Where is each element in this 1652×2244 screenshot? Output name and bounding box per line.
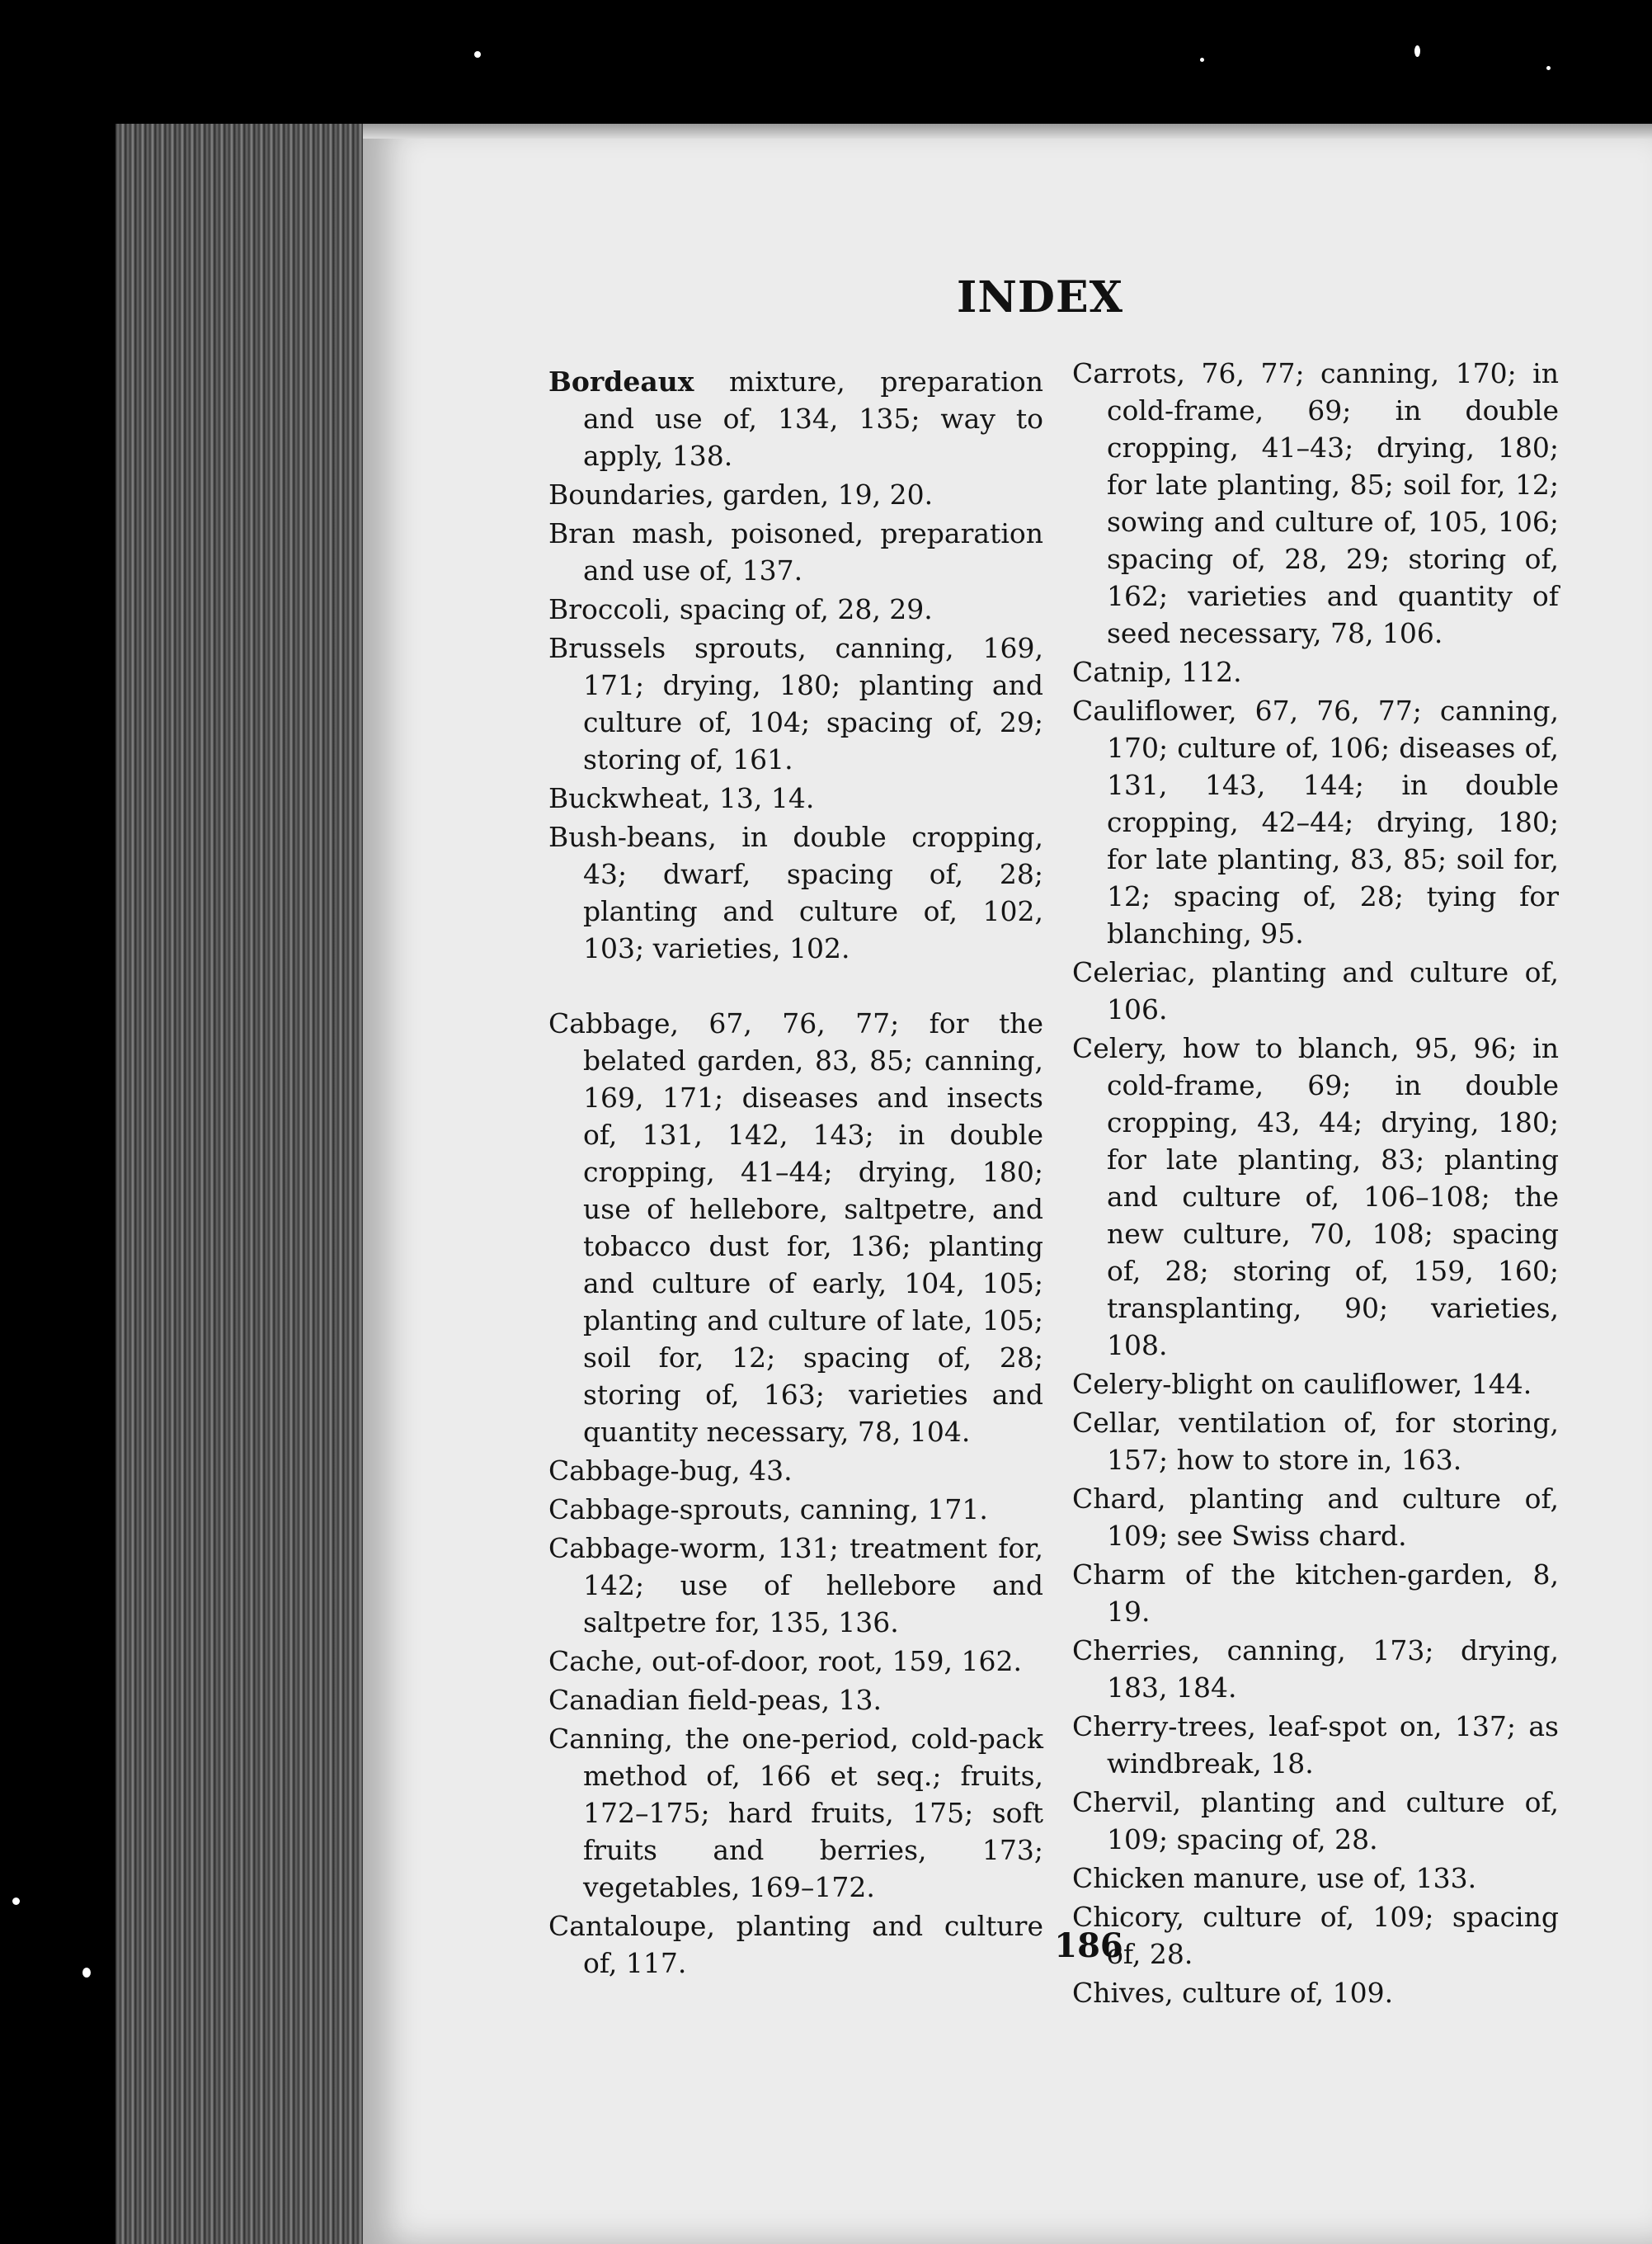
index-entry: Canadian field-peas, 13. [548,1684,882,1716]
index-entry: Chervil, planting and culture of, 109; spacing of, 28. [1072,1786,1559,1855]
index-entry: Celery-blight on cauliflower, 144. [1072,1368,1532,1400]
index-entry: Cherries, canning, 173; drying, 183, 184. [1072,1634,1559,1704]
page-number: 186 [1054,1926,1123,1965]
entry-text: mixture, preparation and use of, 134, 135; way to apply, 138. [583,365,1043,472]
index-entry: Celeriac, planting and culture of, 106. [1072,956,1559,1025]
index-entry: Cauliflower, 67, 76, 77; canning, 170; culture of, 106; diseases of, 131, 143, 144; in double cropping, 42–44; drying, 180; for late planting, 83, 85; soil for, 12; spacing of, 28; tying for blanching, 95. [1072,695,1559,950]
index-entry: Boundaries, garden, 19, 20. [548,478,934,511]
dust-speck [1200,58,1204,62]
index-entry: Brussels sprouts, canning, 169, 171; drying, 180; planting and culture of, 104; spacing of, 29; storing of, 161. [548,632,1043,776]
index-entry: Canning, the one-period, cold-pack method of, 166 et seq.; fruits, 172–175; hard fruits, 175; soft fruits and berries, 173; vegetables, 169–172. [548,1723,1043,1903]
index-entry: Bush-beans, in double cropping, 43; dwarf, spacing of, 28; planting and culture of, 102, 103; varieties, 102. [548,821,1043,964]
entry-head: Bordeaux [548,365,694,398]
dust-speck [474,51,481,58]
index-entry: Chicory, culture of, 109; spacing of, 28. [1072,1901,1559,1970]
index-entry: Bran mash, poisoned, preparation and use of, 137. [548,517,1043,587]
index-entry: Cantaloupe, planting and culture of, 117. [548,1910,1043,1979]
index-entry: Cabbage-sprouts, canning, 171. [548,1493,988,1525]
index-column-right [1072,355,1559,2013]
index-entry: Charm of the kitchen-garden, 8, 19. [1072,1558,1559,1628]
index-entry: Buckwheat, 13, 14. [548,782,815,814]
index-entry: Carrots, 76, 77; canning, 170; in cold-frame, 69; in double cropping, 41–43; drying, 180; for late planting, 85; soil for, 12; sowing and culture of, 105, 106; spacing of, 28, 29; storing of, 162; varieties and quantity of seed necessary, 78, 106. [1072,357,1559,649]
dust-speck [12,1898,20,1905]
page-title: INDEX [957,272,1123,323]
index-entry: Catnip, 112. [1072,656,1242,688]
index-entry: Chives, culture of, 109. [1072,1977,1394,2009]
index-entry-bordeaux [548,363,1043,474]
index-entry: Chard, planting and culture of, 109; see Swiss chard. [1072,1483,1559,1552]
dust-speck [82,1968,91,1978]
index-entry: Celery, how to blanch, 95, 96; in cold-frame, 69; in double cropping, 43, 44; drying, 180; for late planting, 83; planting and culture of, 106–108; the new culture, 70, 108; spacing of, 28; storing of, 159, 160; transplanting, 90; varieties, 108. [1072,1032,1559,1361]
index-entry: Cellar, ventilation of, for storing, 157; how to store in, 163. [1072,1407,1559,1476]
dust-speck [1546,66,1551,70]
index-entry: Cherry-trees, leaf-spot on, 137; as windbreak, 18. [1072,1710,1559,1780]
index-entry: Cabbage, 67, 76, 77; for the belated garden, 83, 85; canning, 169, 171; diseases and insects of, 131, 142, 143; in double cropping, 41–44; drying, 180; use of hellebore, saltpetre, and tobacco dust for, 136; planting and culture of early, 104, 105; planting and culture of late, 105; soil for, 12; spacing of, 28; storing of, 163; varieties and quantity necessary, 78, 104. [548,1007,1043,1448]
index-entry: Broccoli, spacing of, 28, 29. [548,593,933,625]
index-entry: Cabbage-bug, 43. [548,1454,793,1487]
index-entry: Cabbage-worm, 131; treatment for, 142; use of hellebore and saltpetre for, 135, 136. [548,1532,1043,1638]
book-page-edges [115,124,375,2244]
dust-speck [1414,45,1420,57]
index-entry: Cache, out-of-door, root, 159, 162. [548,1645,1022,1677]
index-entry: Chicken manure, use of, 133. [1072,1862,1477,1894]
page-top-edge [363,124,1652,139]
index-column-left [548,363,1043,1983]
